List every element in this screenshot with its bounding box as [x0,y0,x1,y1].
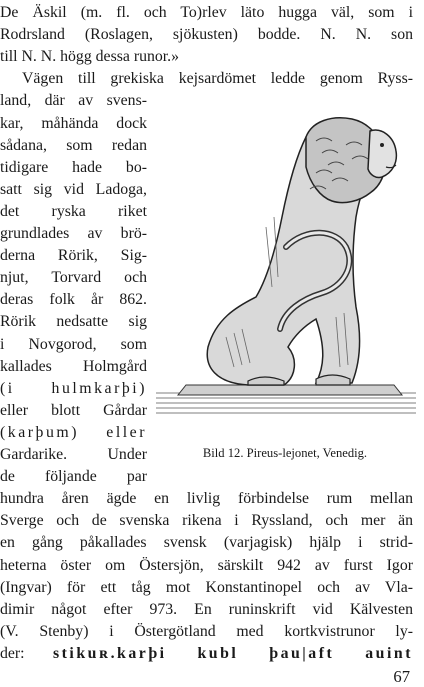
text-line: De Äskil (m. fl. och To)rlev läto hugga väl, som i [0,4,413,21]
lion-statue-image [156,90,416,422]
last-line-wrapper [0,643,413,665]
column-line: land, där av svens- [0,92,147,110]
column-line: sådana, som redan [0,136,147,154]
paragraph-first-line: Vägen till grekiska kejsardömet ledde genom Ryss- [22,70,413,88]
lion-statue-icon [156,90,416,422]
column-line: satt sig vid Ladoga, [0,180,147,198]
text-line: (V. Stenby) i Östergötland med kortkvistrunor ly- [0,622,413,640]
column-line: eller blott Gårdar [0,401,147,419]
column-line: deras folk år 862. [0,291,147,309]
page-number: 67 [393,667,410,686]
column-line: de följande par [0,468,147,486]
column-line: det ryska riket [0,202,147,220]
runic-transliteration: (karþum) eller [0,423,147,441]
column-line: tidigare hade bo- [0,158,147,176]
text-line: Rodrsland (Roslagen, sjökusten) bodde. N. N. son [0,26,413,44]
column-line: Rörik nedsatte sig [0,313,147,331]
runic-transliteration: (i hulmkarþi) [0,379,147,397]
column-line: kallades Holmgård [0,357,147,375]
runic-inscription: stikuʀ.karþi kubl þau|aft auint [52,644,413,662]
text-line: (Ingvar) för ett tåg mot Konstantinopel och av Vla- [0,578,413,596]
last-line-prefix: der: [0,644,25,662]
column-line: i Novgorod, som [0,335,147,353]
text-line: hundra åren ägde en livlig förbindelse rum mellan [0,490,413,508]
figure-caption: Bild 12. Pireus-lejonet, Venedig. [202,446,368,460]
column-line: kar, måhända dock [0,114,147,132]
column-line: grundlades av brö- [0,225,147,242]
column-line: njut, Torvard och [0,269,147,287]
text-line: Sverge och de svenska rikena i Ryssland, och mer än [0,512,413,530]
text-line: till N. N. högg dessa runor.» [0,48,180,66]
column-line: derna Rörik, Sig- [0,247,147,265]
text-line: en gång påkallades svensk (varjagisk) hjälp i strid- [0,534,413,552]
text-line: dimir något efter 973. En runinskrift vid Kälvesten [0,600,413,618]
text-line: heterna öster om Östersjön, särskilt 942 av furst Igor [0,556,413,574]
column-line: Gardarike. Under [0,446,147,463]
